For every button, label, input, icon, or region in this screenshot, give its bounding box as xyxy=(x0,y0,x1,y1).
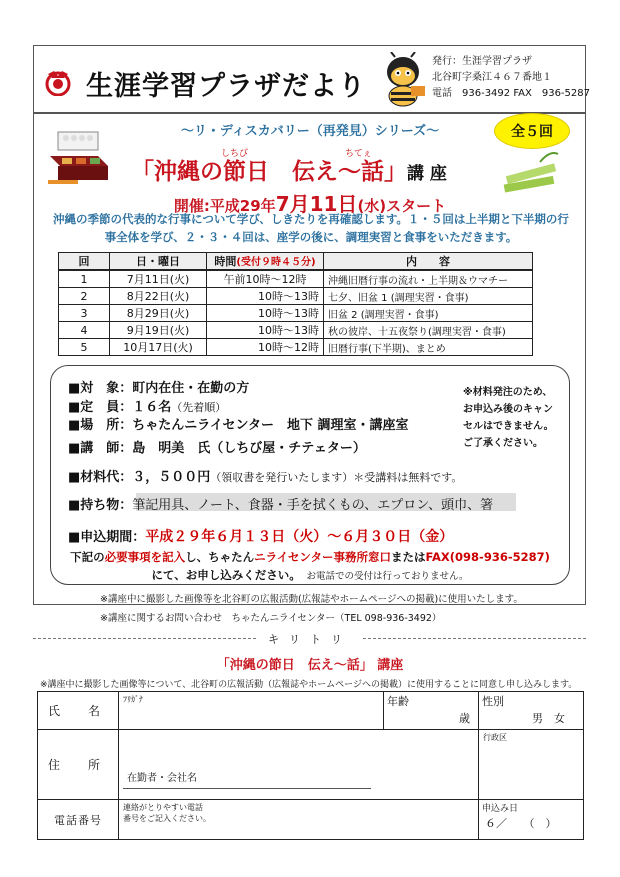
venue: ■場 所：ちゃたんニライセンター 地下 調理室・講座室 xyxy=(68,418,409,433)
cancellation-note: ※材料発注のため、 お申込み後のキャン セルはできません。 ご了承ください。 xyxy=(463,387,554,449)
header-content: 内 容 xyxy=(324,253,533,271)
material-fee: ■材料代：３，５００円（領収書を発行いたします）＊受講料は無料です。 xyxy=(68,470,463,485)
publisher-info: 発行：生涯学習プラザ 北谷町字桑江４６７番地１ 電話 936-3492 FAX 936-5287 xyxy=(432,56,590,99)
sex-field[interactable]: 性別 男 女 xyxy=(479,692,584,730)
photo-usage-note: ※講座中に撮影した画像等を北谷町の広報活動(広報誌やホームページへの掲載)に使用いたします。 xyxy=(100,594,523,605)
header-time: 時間(受付９時４５分) xyxy=(207,253,324,271)
cut-label: キリトリ xyxy=(0,631,620,647)
address-label: 住 所 xyxy=(38,730,119,800)
application-period: ■申込期間：平成２９年６月１３日（火）～６月３０日（金） xyxy=(68,529,454,545)
table-row: 1 7月11日(火) 午前10時～12時 沖縄旧暦行事の流れ・上半期＆ウマチー xyxy=(59,270,533,288)
schedule-table xyxy=(58,252,533,356)
consent-text: ※講座中に撮影した画像等について、北谷町の広報活動（広報誌やホームページへの掲載）に使用することに同意し申し込みします。 xyxy=(40,680,578,690)
table-row: 3 8月29日(火) 10時～13時 旧盆 2 (調理実習・食事) xyxy=(59,305,533,322)
furigana-shichibi: しちび xyxy=(221,149,249,159)
newsletter-title: 生涯学習プラザだより xyxy=(86,71,366,102)
instructor: ■講 師：島 明美 氏（しちび屋・チテェター） xyxy=(68,441,366,456)
belongings: ■持ち物：筆記用具、ノート、食器・手を拭くもの、エプロン、頭巾、箸 xyxy=(68,498,494,513)
series-subtitle: ～リ・ディスカバリー（再発見）シリーズ～ xyxy=(180,124,440,139)
header-date: 日・曜日 xyxy=(110,253,207,271)
table-row: 4 9月19日(火) 10時～13時 秋の彼岸、十五夜祭り(調理実習・食事) xyxy=(59,322,533,339)
capacity: ■定 員：１６名（先着順） xyxy=(68,400,227,415)
header-number: 回 xyxy=(59,253,110,271)
bee-mascot-icon xyxy=(377,52,429,108)
furigana-chitee: ちてぇ xyxy=(345,149,372,159)
application-form xyxy=(37,691,584,840)
form-title: 「沖縄の節日 伝え～話」 講座 xyxy=(216,658,404,673)
district-field[interactable]: 行政区 xyxy=(479,730,584,800)
schedule-header-row xyxy=(59,253,533,271)
contact-note: ※講座に関するお問い合わせ ちゃたんニライセンター（TEL 098-936-3492） xyxy=(100,613,442,624)
event-date: 開催:平成29年7月11日(水)スタート xyxy=(173,192,447,216)
application-method: 下記の必要事項を記入し、ちゃたんニライセンター事務所窓口またはFAX(098-936-5287) xyxy=(70,550,550,564)
apply-date-field[interactable]: 申込み日 ６／ （ ） xyxy=(479,800,584,840)
name-label: 氏 名 xyxy=(38,692,119,730)
address-field[interactable]: 在勤者・会社名 xyxy=(119,730,479,800)
phone-label: 電話番号 xyxy=(38,800,119,840)
town-emblem-icon xyxy=(44,68,72,96)
lecture-intro: 沖縄の季節の代表的な行事について学び、しきたりを再確認します。１・５回は上半期と下半期の行事全体を学び、２・３・４回は、座学の後に、調理実習と食事をいただきます。 xyxy=(53,212,569,244)
target-audience: ■対 象：町内在住・在勤の方 xyxy=(68,381,250,396)
age-field[interactable]: 年齢 歳 xyxy=(384,692,479,730)
application-method-2: にて、お申し込みください。 お電話での受付は行っておりません。 xyxy=(151,568,469,582)
lecture-title: 「沖縄の節日 伝え～話」講 座 xyxy=(131,159,447,185)
table-row: 2 8月22日(火) 10時～13時 七夕、旧盆 1 (調理実習・食事) xyxy=(59,288,533,305)
name-field[interactable]: ﾌﾘｶﾞﾅ xyxy=(119,692,384,730)
phone-field[interactable]: 連絡がとりやすい電話 番号をご記入ください。 xyxy=(119,800,479,840)
table-row: 5 10月17日(火) 10時～12時 旧暦行事(下半期)、まとめ xyxy=(59,339,533,356)
session-count-badge: 全５回 xyxy=(494,113,570,149)
